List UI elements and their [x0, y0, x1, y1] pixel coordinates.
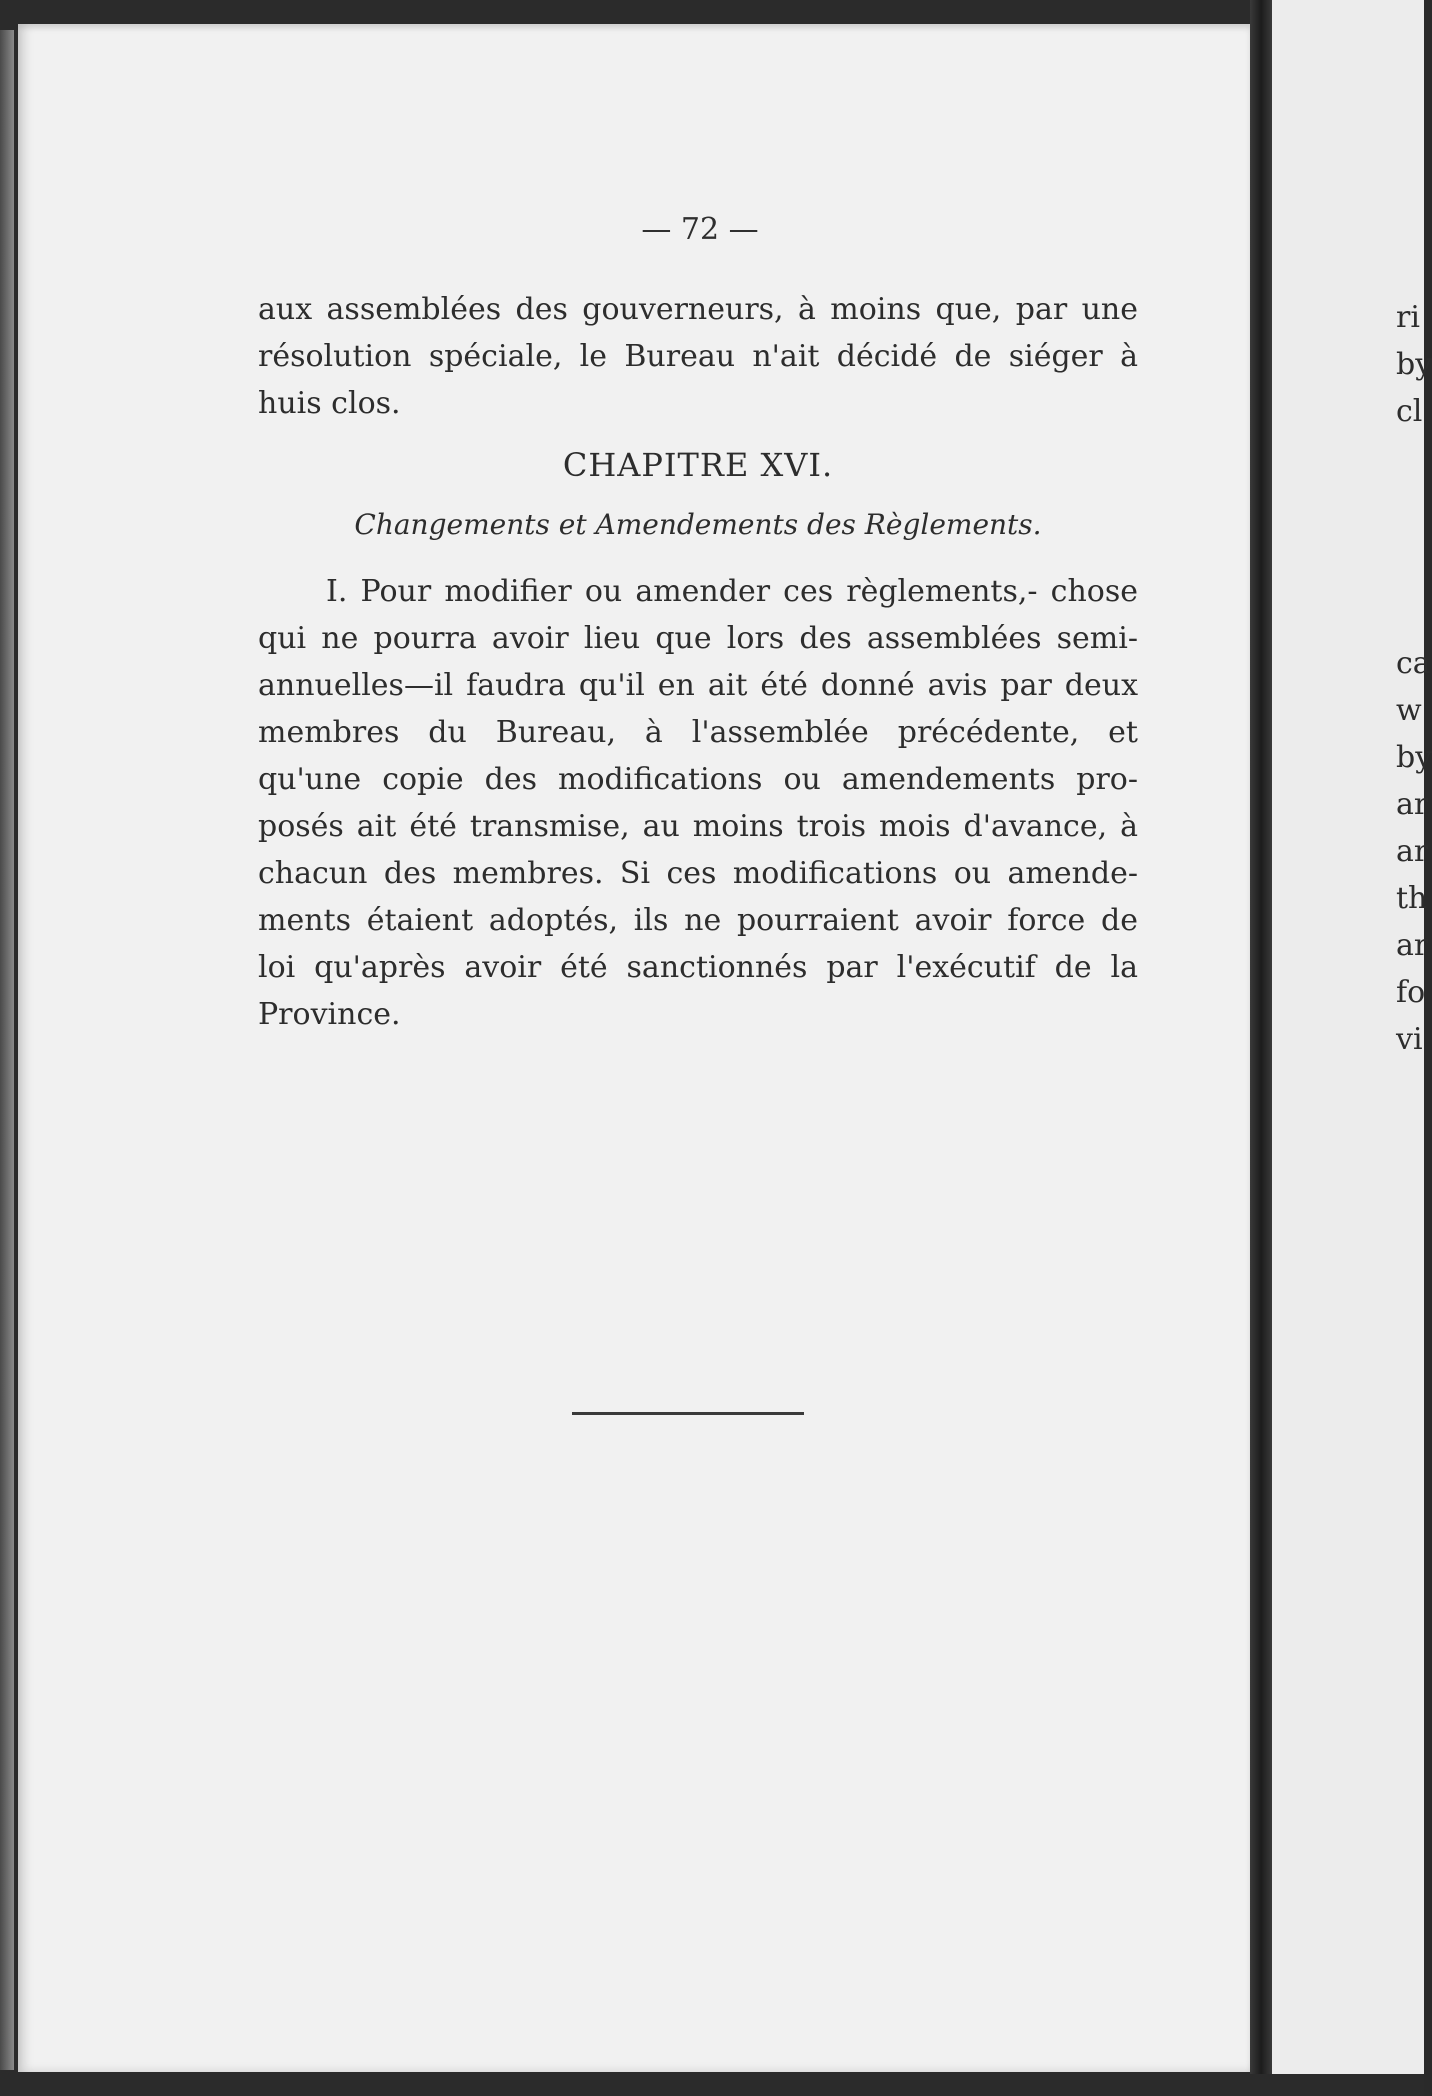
- fragment-line: by: [1396, 740, 1432, 775]
- fragment-line: fo: [1396, 975, 1426, 1010]
- text-line: qu'une copie des modifications ou amendements pro-: [258, 762, 1138, 797]
- fragment-line: ar: [1396, 834, 1429, 869]
- chapter-title: CHAPITRE XVI.: [562, 446, 834, 484]
- fragment-line: ca: [1396, 646, 1431, 681]
- text-line: loi qu'après avoir été sanctionnés par l'exécutif de la: [258, 950, 1138, 985]
- text-line: annuelles—il faudra qu'il en ait été donné avis par deux: [258, 668, 1138, 703]
- book-edge: [0, 30, 14, 2070]
- text-line: ments étaient adoptés, ils ne pourraient avoir force de: [258, 903, 1138, 938]
- page-gutter: [1250, 0, 1272, 2096]
- text-line: aux assemblées des gouverneurs, à moins que, par une: [258, 292, 1138, 327]
- fragment-line: cl: [1396, 394, 1423, 429]
- top-paragraph: [258, 286, 1138, 427]
- fragment-line: w: [1396, 693, 1422, 728]
- section-rule: [572, 1412, 804, 1415]
- text-line: qui ne pourra avoir lieu que lors des assemblées semi-: [258, 621, 1138, 656]
- chapter-subtitle: Changements et Amendements des Règlements.: [354, 508, 1042, 541]
- scan-border-bottom: [0, 2074, 1424, 2096]
- text-line: chacun des membres. Si ces modifications ou amende-: [258, 856, 1138, 891]
- text-line: membres du Bureau, à l'assemblée précédente, et: [258, 715, 1138, 750]
- text-line: résolution spéciale, le Bureau n'ait décidé de siéger à: [258, 339, 1138, 374]
- text-line: huis clos.: [258, 386, 401, 421]
- fragment-line: th: [1396, 881, 1428, 916]
- page-number: — 72 —: [641, 212, 759, 247]
- fragment-line: ri: [1396, 300, 1420, 335]
- facing-page-text-bottom: [1396, 640, 1432, 1063]
- facing-page-text-top: [1396, 294, 1432, 435]
- text-line: posés ait été transmise, au moins trois mois d'avance, à: [258, 809, 1138, 844]
- text-line: Province.: [258, 997, 401, 1032]
- fragment-line: vi: [1396, 1022, 1423, 1057]
- fragment-line: by: [1396, 347, 1432, 382]
- article-paragraph: [258, 568, 1138, 1038]
- text-line: I. Pour modifier ou amender ces règlements,- chose: [326, 574, 1138, 609]
- fragment-line: ar: [1396, 787, 1429, 822]
- fragment-line: ar: [1396, 928, 1429, 963]
